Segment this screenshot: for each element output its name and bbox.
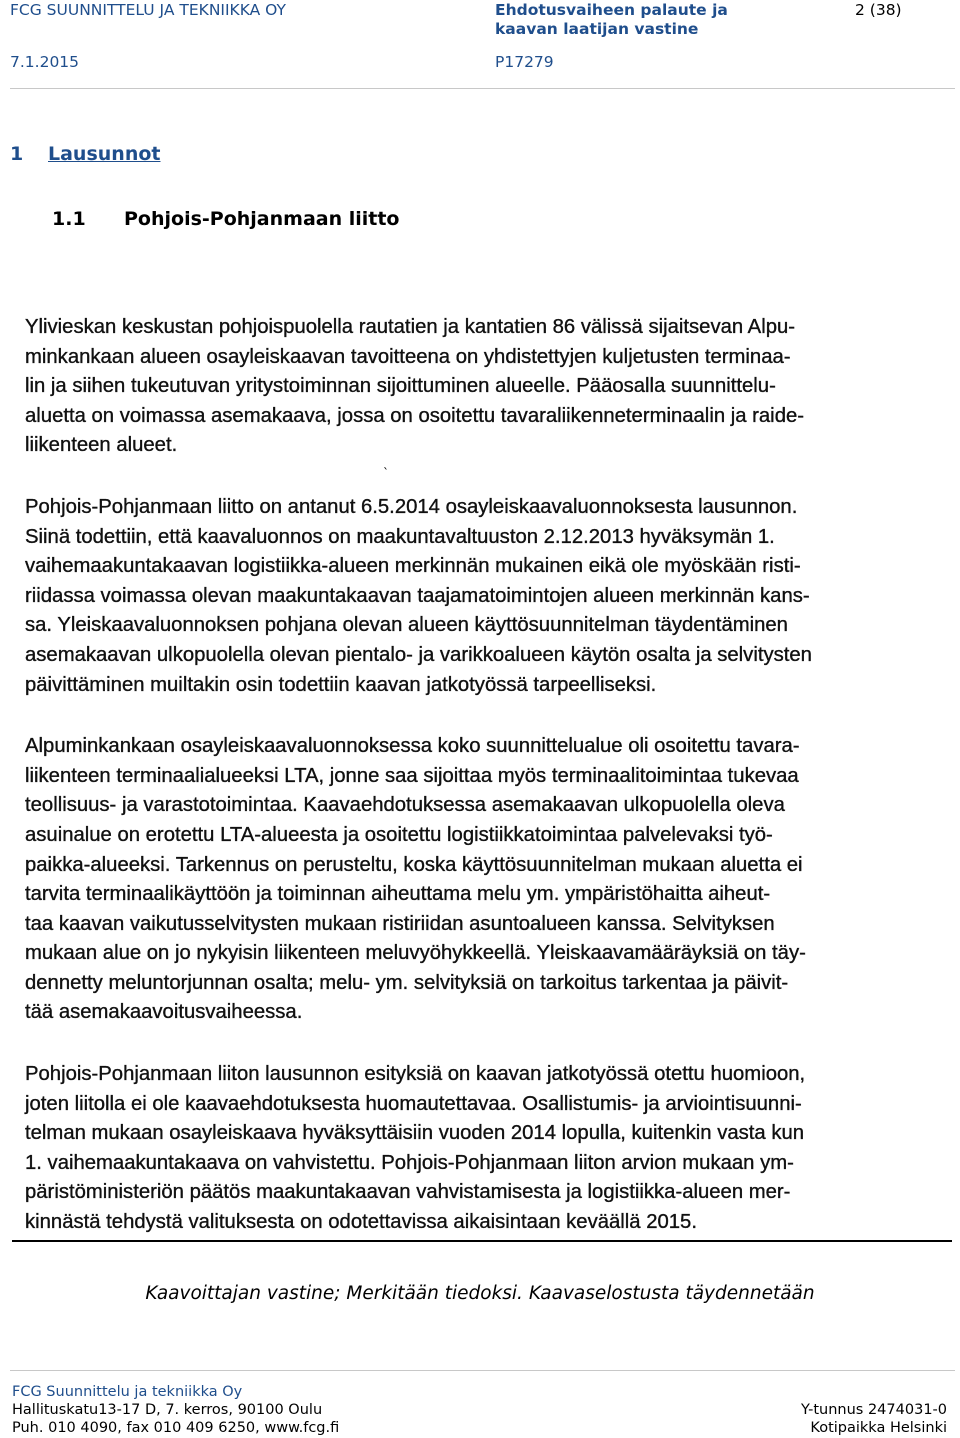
text-line: minkankaan alueen osayleiskaavan tavoitteena on yhdistettyjen kuljetusten terminaa- [25, 345, 791, 368]
statement-paragraph [25, 1060, 937, 1238]
text-line: päristöministeriön päätös maakuntakaavan vahvistamisesta ja logistiikka-alueen mer- [25, 1181, 791, 1204]
text-line: Pohjois-Pohjanmaan liiton lausunnon esityksiä on kaavan jatkotyössä otettu huomioon, [25, 1063, 806, 1086]
subsection-number: 1.1 [52, 208, 86, 230]
text-line: liikenteen terminaalialueeksi LTA, jonne saa sijoittaa myös terminaalitoimintaa tukevaa [25, 764, 799, 787]
scan-mark: ` [383, 466, 389, 480]
footer-domicile: Kotipaikka Helsinki [810, 1420, 947, 1436]
header-divider [10, 88, 955, 89]
response-divider [12, 1240, 952, 1242]
text-line: dennetty meluntorjunnan osalta; melu- ym. selvityksiä on tarkoitus tarkentaa ja päivit- [25, 971, 789, 994]
text-line: aluetta on voimassa asemakaava, jossa on osoitettu tavaraliikenneterminaalin ja raide- [25, 404, 805, 427]
subsection-title: Pohjois-Pohjanmaan liitto [124, 208, 400, 230]
planner-response: Kaavoittajan vastine; Merkitään tiedoksi. Kaavaselostusta täydennetään [145, 1283, 815, 1304]
statement-paragraph [25, 313, 937, 461]
footer-address: Hallituskatu13-17 D, 7. kerros, 90100 Oulu [12, 1402, 323, 1418]
text-line: 1. vaihemaakuntakaava on vahvistettu. Pohjois-Pohjanmaan liiton arvion mukaan ym- [25, 1151, 794, 1174]
text-line: mukaan alue on jo nykyisin liikenteen meluvyöhykkeellä. Yleiskaavamääräyksiä on täy- [25, 942, 806, 965]
text-line: liikenteen alueet. [25, 434, 178, 457]
text-line: taa kaavan vaikutusselvitysten mukaan ristiriidan asuntoalueen kanssa. Selvityksen [25, 912, 775, 935]
text-line: joten liitolla ei ole kaavaehdotuksesta huomautettavaa. Osallistumis- ja arviointisuunni- [25, 1092, 802, 1115]
text-line: asemakaavan ulkopuolella olevan pientalo- ja varikkoalueen käytön osalta ja selvitysten [25, 643, 812, 666]
text-line: paikka-alueeksi. Tarkennus on perusteltu, koska käyttösuunnitelman mukaan aluetta ei [25, 853, 803, 876]
section-number: 1 [10, 143, 24, 165]
footer-divider [10, 1370, 955, 1371]
text-line: teollisuus- ja varastotoimintaa. Kaavaehdotuksessa asemakaavan ulkopuolella oleva [25, 794, 785, 817]
text-line: sa. Yleiskaavaluonnoksen pohjana olevan alueen käyttösuunnitelman täydentäminen [25, 614, 788, 637]
statement-paragraph [25, 493, 937, 700]
header-page-number: 2 (38) [855, 1, 902, 19]
text-line: päivittäminen muiltakin osin todettiin kaavan jatkotyössä tarpeelliseksi. [25, 673, 657, 696]
subsection-heading [52, 208, 399, 230]
section-title: Lausunnot [48, 143, 161, 165]
text-line: Alpuminkankaan osayleiskaavaluonnoksessa koko suunnittelualue oli osoitettu tavara- [25, 735, 800, 758]
footer-business-id: Y-tunnus 2474031-0 [800, 1402, 947, 1418]
text-line: kinnästä tehdystä valituksesta on odotettavissa aikaisintaan keväällä 2015. [25, 1211, 697, 1234]
header-document-title: Ehdotusvaiheen palaute ja kaavan laatijan vastine [495, 1, 728, 38]
text-line: riidassa voimassa olevan maakuntakaavan taajamatoimintojen alueen merkinnän kans- [25, 584, 810, 607]
text-line: asuinalue on erotettu LTA-alueesta ja osoitettu logistiikkatoimintaa palvelevaksi työ- [25, 823, 773, 846]
text-line: telman mukaan osayleiskaava hyväksyttäisiin vuoden 2014 lopulla, kuitenkin vasta kun [25, 1122, 805, 1145]
text-line: Pohjois-Pohjanmaan liitto on antanut 6.5.2014 osayleiskaavaluonnoksesta lausunnon. [25, 495, 798, 518]
footer-contact: Puh. 010 4090, fax 010 409 6250, www.fcg.fi [12, 1420, 340, 1436]
text-line: Siinä todettiin, että kaavaluonnos on maakuntavaltuuston 2.12.2013 hyväksymän 1. [25, 525, 775, 548]
footer-company: FCG Suunnittelu ja tekniikka Oy [12, 1384, 243, 1400]
section-heading [10, 143, 160, 165]
statement-text [25, 313, 937, 1238]
text-line: tää asemakaavoitusvaiheessa. [25, 1001, 303, 1024]
statement-paragraph [25, 732, 937, 1028]
text-line: Ylivieskan keskustan pohjoispuolella rautatien ja kantatien 86 välissä sijaitsevan Alpu- [25, 316, 796, 338]
text-line: lin ja siihen tukeutuvan yritystoiminnan sijoittuminen alueelle. Pääosalla suunnittelu- [25, 375, 776, 398]
header-company: FCG SUUNNITTELU JA TEKNIIKKA OY [10, 1, 286, 19]
header-project-number: P17279 [495, 53, 554, 71]
header-date: 7.1.2015 [10, 53, 80, 71]
text-line: tarvita terminaalikäyttöön ja toiminnan aiheuttama melu ym. ympäristöhaitta aiheut- [25, 883, 771, 906]
text-line: vaihemaakuntakaavan logistiikka-alueen merkinnän mukainen eikä ole myöskään risti- [25, 555, 801, 578]
